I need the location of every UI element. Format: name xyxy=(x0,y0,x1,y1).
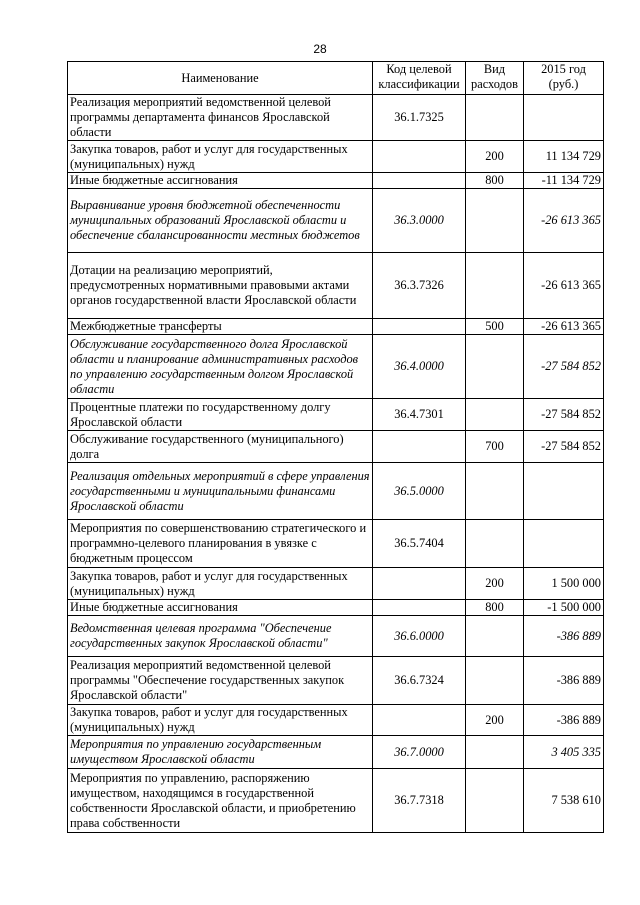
table-row xyxy=(68,399,604,431)
cell-kind: 200 xyxy=(466,141,524,173)
cell-code: 36.6.0000 xyxy=(373,616,466,657)
cell-name: Мероприятия по управлению государственным имуществом Ярославской области xyxy=(68,736,373,769)
cell-kind: 200 xyxy=(466,568,524,600)
cell-name: Дотации на реализацию мероприятий, предусмотренных нормативными правовыми актами органов государственной власти Ярославской области xyxy=(68,253,373,319)
cell-amount xyxy=(524,463,604,520)
cell-code xyxy=(373,431,466,463)
cell-name: Реализация мероприятий ведомственной целевой программы департамента финансов Ярославской области xyxy=(68,95,373,141)
cell-amount: -27 584 852 xyxy=(524,335,604,399)
cell-kind: 800 xyxy=(466,600,524,616)
cell-amount: -26 613 365 xyxy=(524,319,604,335)
cell-kind xyxy=(466,616,524,657)
cell-amount: -1 500 000 xyxy=(524,600,604,616)
cell-code: 36.3.0000 xyxy=(373,189,466,253)
cell-kind xyxy=(466,657,524,705)
cell-code: 36.1.7325 xyxy=(373,95,466,141)
table-row xyxy=(68,568,604,600)
cell-code: 36.4.7301 xyxy=(373,399,466,431)
cell-kind xyxy=(466,399,524,431)
cell-amount xyxy=(524,520,604,568)
cell-name: Мероприятия по совершенствованию стратегического и программно-целевого планирования в увязке с бюджетным процессом xyxy=(68,520,373,568)
cell-name: Закупка товаров, работ и услуг для государственных (муниципальных) нужд xyxy=(68,705,373,736)
cell-code xyxy=(373,568,466,600)
cell-code: 36.6.7324 xyxy=(373,657,466,705)
cell-name: Иные бюджетные ассигнования xyxy=(68,600,373,616)
page-number: 28 xyxy=(313,42,327,56)
cell-code xyxy=(373,173,466,189)
cell-amount: -27 584 852 xyxy=(524,399,604,431)
cell-name: Межбюджетные трансферты xyxy=(68,319,373,335)
cell-name: Мероприятия по управлению, распоряжению имуществом, находящимся в государственной собственности Ярославской области, и приобретению права собственности xyxy=(68,769,373,833)
header-kind: Вид расходов xyxy=(466,62,524,95)
cell-amount: 11 134 729 xyxy=(524,141,604,173)
table-row xyxy=(68,253,604,319)
table-row xyxy=(68,736,604,769)
cell-kind: 800 xyxy=(466,173,524,189)
cell-kind xyxy=(466,95,524,141)
cell-amount: -386 889 xyxy=(524,657,604,705)
table-row xyxy=(68,705,604,736)
cell-code xyxy=(373,319,466,335)
header-code: Код целевой классификации xyxy=(373,62,466,95)
cell-code: 36.3.7326 xyxy=(373,253,466,319)
cell-code: 36.4.0000 xyxy=(373,335,466,399)
cell-kind xyxy=(466,189,524,253)
cell-name: Реализация отдельных мероприятий в сфере управления государственными и муниципальными финансами Ярославской области xyxy=(68,463,373,520)
table-row xyxy=(68,319,604,335)
cell-kind: 500 xyxy=(466,319,524,335)
cell-kind xyxy=(466,253,524,319)
cell-amount: -26 613 365 xyxy=(524,189,604,253)
table-row xyxy=(68,335,604,399)
cell-name: Выравнивание уровня бюджетной обеспеченности муниципальных образований Ярославской области и обеспечение сбалансированности местных бюджетов xyxy=(68,189,373,253)
table-row xyxy=(68,657,604,705)
table-row xyxy=(68,431,604,463)
cell-amount: 3 405 335 xyxy=(524,736,604,769)
cell-name: Ведомственная целевая программа "Обеспечение государственных закупок Ярославской области" xyxy=(68,616,373,657)
cell-amount: 7 538 610 xyxy=(524,769,604,833)
cell-amount: -386 889 xyxy=(524,616,604,657)
table-row xyxy=(68,616,604,657)
cell-kind: 200 xyxy=(466,705,524,736)
cell-kind xyxy=(466,335,524,399)
cell-name: Процентные платежи по государственному долгу Ярославской области xyxy=(68,399,373,431)
table-row xyxy=(68,769,604,833)
header-amount: 2015 год (руб.) xyxy=(524,62,604,95)
cell-code xyxy=(373,141,466,173)
cell-name: Реализация мероприятий ведомственной целевой программы "Обеспечение государственных закупок Ярославской области" xyxy=(68,657,373,705)
cell-kind xyxy=(466,769,524,833)
cell-amount: -27 584 852 xyxy=(524,431,604,463)
table-row xyxy=(68,520,604,568)
cell-kind xyxy=(466,736,524,769)
cell-kind: 700 xyxy=(466,431,524,463)
header-name: Наименование xyxy=(68,62,373,95)
cell-name: Иные бюджетные ассигнования xyxy=(68,173,373,189)
table-row xyxy=(68,173,604,189)
cell-code: 36.5.0000 xyxy=(373,463,466,520)
cell-amount: -11 134 729 xyxy=(524,173,604,189)
cell-kind xyxy=(466,463,524,520)
cell-name: Обслуживание государственного долга Ярославской области и планирование административных расходов по управлению государственным долгом Ярославской области xyxy=(68,335,373,399)
cell-amount xyxy=(524,95,604,141)
cell-name: Закупка товаров, работ и услуг для государственных (муниципальных) нужд xyxy=(68,141,373,173)
cell-code: 36.7.7318 xyxy=(373,769,466,833)
cell-name: Обслуживание государственного (муниципального) долга xyxy=(68,431,373,463)
table-row xyxy=(68,463,604,520)
table-row xyxy=(68,141,604,173)
cell-code: 36.7.0000 xyxy=(373,736,466,769)
cell-code xyxy=(373,600,466,616)
table-row xyxy=(68,95,604,141)
cell-code xyxy=(373,705,466,736)
budget-table xyxy=(67,61,604,833)
cell-kind xyxy=(466,520,524,568)
cell-code: 36.5.7404 xyxy=(373,520,466,568)
cell-name: Закупка товаров, работ и услуг для государственных (муниципальных) нужд xyxy=(68,568,373,600)
table-row xyxy=(68,189,604,253)
cell-amount: 1 500 000 xyxy=(524,568,604,600)
table-header-row xyxy=(68,62,604,95)
table-row xyxy=(68,600,604,616)
table-body xyxy=(68,95,604,833)
cell-amount: -26 613 365 xyxy=(524,253,604,319)
cell-amount: -386 889 xyxy=(524,705,604,736)
